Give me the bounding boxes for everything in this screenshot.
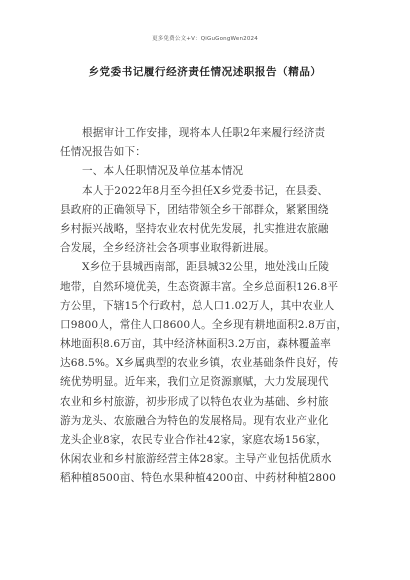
document-body	[60, 124, 352, 489]
paragraph-line: 乡村振兴战略，坚持农业农村优先发展，扎实推进农旅融	[60, 222, 329, 235]
header-watermark: 更多免费公文+V：QiGuGongWen2024	[152, 36, 258, 42]
paragraph-line: 口9800人，常住人口8600人。全乡现有耕地面积2.8万亩，	[60, 318, 348, 331]
paragraph-line: 县政府的正确领导下，团结带领全乡干部群众，紧紧围绕	[60, 203, 329, 216]
paragraph-line: 地带，自然环境优美，生态资源丰富。全乡总面积126.8平	[60, 280, 339, 293]
paragraph-line: 农业和乡村旅游，初步形成了以特色农业为基础、乡村旅	[60, 395, 329, 408]
section-heading: 一、本人任职情况及单位基本情况	[82, 165, 244, 178]
document-title: 乡党委书记履行经济责任情况述职报告（精品）	[88, 66, 322, 78]
paragraph-line: 合发展，全乡经济社会各项事业取得新进展。	[60, 242, 275, 255]
paragraph-line: 游为龙头、农旅融合为特色的发展格局。现有农业产业化	[60, 414, 329, 427]
paragraph-line: 稻种植8500亩、特色水果种植4200亩、中药材种植2800	[60, 472, 337, 485]
paragraph-line: 任情况报告如下：	[60, 146, 146, 159]
paragraph-line: 林地面积8.6万亩，其中经济林面积3.2万亩，森林覆盖率	[60, 338, 331, 351]
paragraph-line: 根据审计工作安排，现将本人任职2年来履行经济责	[82, 127, 326, 139]
paragraph-line: 休闲农业和乡村旅游经营主体28家。主导产业包括优质水	[60, 453, 332, 466]
paragraph-line: 本人于2022年8月至今担任X乡党委书记，在县委、	[82, 184, 329, 197]
paragraph-line: 统优势明显。近年来，我们立足资源禀赋，大力发展现代	[60, 376, 329, 389]
paragraph-line: 方公里，下辖15个行政村，总人口1.02万人，其中农业人	[60, 299, 335, 312]
paragraph-line: X乡位于县城西南部，距县城32公里，地处浅山丘陵	[82, 261, 330, 274]
paragraph-line: 龙头企业8家，农民专业合作社42家，家庭农场156家，	[60, 434, 327, 446]
paragraph-line: 达68.5%。X乡属典型的农业乡镇，农业基础条件良好，传	[60, 357, 339, 370]
